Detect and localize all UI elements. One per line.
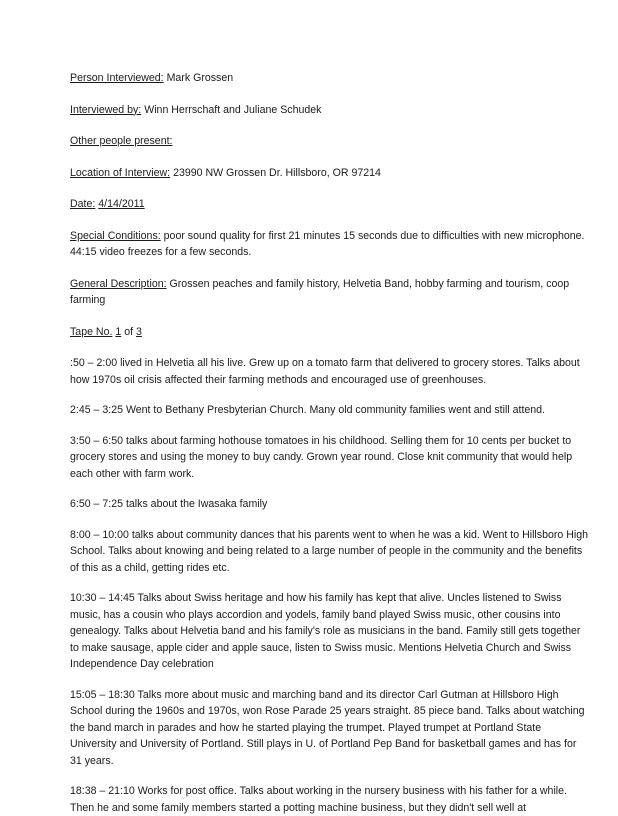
person-interviewed-value: Mark Grossen (166, 72, 234, 84)
special-conditions-value: poor sound quality for first 21 minutes 15 seconds due to difficulties with new microphone. 44:15 video freezes for a few seconds. (70, 229, 585, 258)
date-value: 4/14/2011 (98, 198, 145, 210)
log-entry: 3:50 – 6:50 talks about farming hothouse tomatoes in his childhood. Selling them for 10 cents per bucket to grocery stores and using the money to buy candy. Grown year round. Close knit community that would help each other with farm work. (70, 434, 573, 480)
special-conditions-field (70, 228, 588, 261)
location-value: 23990 NW Grossen Dr. Hillsboro, OR 97214 (173, 166, 381, 179)
log-entry: 15:05 – 18:30 Talks more about music and marching band and its director Carl Gutman at Hillsboro High School during the 1960s and 1970s, won Rose Parade 25 years straight. 85 piece band. Talks about watching the band march in parades and how he started playing the trumpet. Played trumpet at Portland State University and University of Portland. Still plays in U. of Portland Pep Band for basketball games and has for 31 years. (70, 688, 585, 767)
date-label: Date: (70, 198, 96, 210)
tape-of-text: of (124, 325, 134, 338)
general-description-label: General Description: (70, 277, 167, 290)
date-field (70, 196, 588, 213)
person-interviewed-field (70, 70, 588, 87)
general-description-field (70, 276, 588, 309)
log-entry: 8:00 – 10:00 talks about community dances that his parents went to when he was a kid. Went to Hillsboro High School. Talks about knowing and being related to a large number of people in the community and the benefits of this as a child, getting rides etc. (70, 528, 589, 574)
interviewed-by-label: Interviewed by: (70, 103, 142, 116)
log-entry: 10:30 – 14:45 Talks about Swiss heritage and how his family has kept that alive. Uncles listened to Swiss music, has a cousin who plays accordion and yodels, family band played Swiss music, other cousins into genealogy. Talks about Helvetia band and his family's role as musicians in the band. Family still gets together to make sausage, apple cider and apple sauce, listen to Swiss music. Mentions Helvetia Church and Swiss Independence Day celebration (70, 592, 581, 670)
log-entry: :50 – 2:00 lived in Helvetia all his live. Grew up on a tomato farm that delivered to grocery stores. Talks about how 1970s oil crisis affected their farming methods and encouraged use of greenhouses. (70, 357, 580, 386)
general-description-value: Grossen peaches and family history, Helvetia Band, hobby farming and tourism, coop farming (70, 277, 570, 306)
interviewed-by-field (70, 102, 588, 119)
location-field (70, 165, 588, 182)
log-entry: 2:45 – 3:25 Went to Bethany Presbyterian Church. Many old community families went and still attend. (70, 404, 546, 416)
interviewed-by-value: Winn Herrschaft and Juliane Schudek (144, 103, 322, 116)
other-people-label: Other people present: (70, 135, 173, 147)
log-entry: 18:38 – 21:10 Works for post office. Talks about working in the nursery business with his father for a while. Then he and some family members started a potting machine business, but they didn't sell well at (70, 785, 567, 814)
location-label: Location of Interview: (70, 166, 171, 179)
tape-number-field (70, 324, 588, 341)
tape-number-value: 1 (115, 325, 122, 338)
person-interviewed-label: Person Interviewed: (70, 72, 164, 84)
tape-number-label: Tape No. (70, 325, 113, 338)
tape-total-value: 3 (136, 325, 142, 338)
special-conditions-label: Special Conditions: (70, 229, 161, 242)
log-entries (70, 355, 588, 816)
other-people-field (70, 133, 588, 150)
log-entry: 6:50 – 7:25 talks about the Iwasaka family (70, 498, 268, 510)
